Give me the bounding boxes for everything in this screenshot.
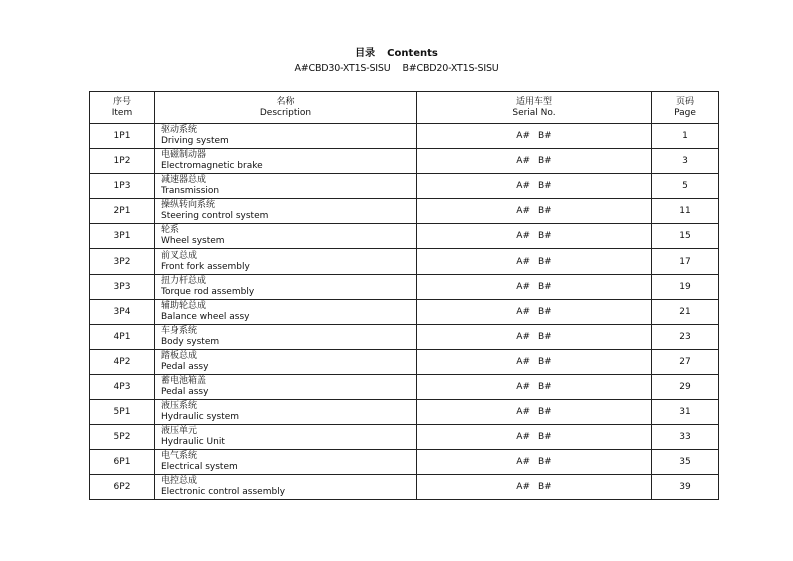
row-description: [155, 174, 417, 199]
row-item: 3P3: [90, 274, 155, 299]
row-description: [155, 124, 417, 149]
row-description-cn: 电控总成: [161, 476, 198, 487]
row-description-cn: 液压系统: [161, 401, 198, 412]
row-page: 21: [652, 299, 719, 324]
row-serial-a: A#: [516, 206, 530, 217]
row-description: [155, 224, 417, 249]
row-serial-a: A#: [516, 306, 530, 317]
row-description-en: Torque rod assembly: [161, 286, 255, 297]
row-page: 17: [652, 249, 719, 274]
row-description: [155, 475, 417, 500]
row-description-cn: 蓄电池箱盖: [161, 375, 207, 386]
row-description-en: Balance wheel assy: [161, 311, 250, 322]
row-serial-b: B#: [537, 306, 552, 317]
row-description: [155, 199, 417, 224]
row-description-cn: 前叉总成: [161, 250, 198, 261]
row-description: [155, 374, 417, 399]
row-serial-a: A#: [516, 181, 530, 192]
row-page: 3: [652, 149, 719, 174]
row-serial-a: A#: [516, 432, 530, 443]
row-description-en: Body system: [161, 336, 220, 347]
row-description: [155, 425, 417, 450]
row-page: 35: [652, 450, 719, 475]
row-serial-b: B#: [537, 482, 552, 493]
page-title: [0, 44, 793, 59]
row-description-cn: 车身系统: [161, 325, 198, 336]
row-page: 27: [652, 349, 719, 374]
row-serial-b: B#: [537, 356, 552, 367]
row-page: 39: [652, 475, 719, 500]
row-description-en: Pedal assy: [161, 361, 209, 372]
header-item-en: Item: [111, 107, 133, 118]
header-item-cn: 序号: [112, 96, 131, 107]
row-serial-b: B#: [537, 457, 552, 468]
row-serial-b: B#: [537, 206, 552, 217]
row-description-en: Pedal assy: [161, 386, 209, 397]
row-serial: [417, 299, 652, 324]
table-body: [90, 124, 719, 500]
row-serial-b: B#: [537, 331, 552, 342]
row-serial: [417, 149, 652, 174]
row-item: 1P1: [90, 124, 155, 149]
table-row: [90, 149, 719, 174]
row-description: [155, 324, 417, 349]
row-serial: [417, 425, 652, 450]
row-item: 6P2: [90, 475, 155, 500]
row-description: [155, 450, 417, 475]
row-page: 5: [652, 174, 719, 199]
row-serial: [417, 124, 652, 149]
row-serial-a: A#: [516, 381, 530, 392]
row-serial: [417, 174, 652, 199]
row-serial-b: B#: [537, 432, 552, 443]
row-page: 11: [652, 199, 719, 224]
row-description-cn: 踏板总成: [161, 350, 198, 361]
row-page: 29: [652, 374, 719, 399]
header-page: [652, 92, 719, 124]
row-description-en: Wheel system: [161, 236, 225, 247]
row-serial-a: A#: [516, 356, 530, 367]
row-serial-b: B#: [537, 407, 552, 418]
row-serial: [417, 199, 652, 224]
row-item: 6P1: [90, 450, 155, 475]
row-item: 4P1: [90, 324, 155, 349]
row-item: 5P1: [90, 400, 155, 425]
row-serial-b: B#: [537, 181, 552, 192]
table-row: [90, 174, 719, 199]
row-serial-b: B#: [537, 156, 552, 167]
row-serial-b: B#: [537, 131, 552, 142]
row-description-en: Hydraulic Unit: [161, 437, 225, 448]
row-page: 23: [652, 324, 719, 349]
header-serial-en: Serial No.: [512, 107, 556, 118]
contents-table: [89, 91, 719, 500]
table-header-row: [90, 92, 719, 124]
row-serial: [417, 224, 652, 249]
model-list: [0, 63, 793, 74]
row-serial: [417, 274, 652, 299]
row-description-cn: 减速器总成: [161, 175, 207, 186]
model-b: B#CBD20-XT1S-SISU: [402, 63, 499, 74]
row-serial-a: A#: [516, 281, 530, 292]
header-serial-cn: 适用车型: [515, 96, 552, 107]
row-description-en: Hydraulic system: [161, 412, 240, 423]
row-serial-b: B#: [537, 231, 552, 242]
row-serial-a: A#: [516, 482, 530, 493]
row-serial-a: A#: [516, 131, 530, 142]
row-description: [155, 274, 417, 299]
row-serial-b: B#: [537, 281, 552, 292]
row-item: 4P2: [90, 349, 155, 374]
title-cn: 目录: [355, 48, 376, 59]
table-row: [90, 274, 719, 299]
row-page: 15: [652, 224, 719, 249]
row-description-cn: 操纵转向系统: [161, 200, 216, 211]
table-row: [90, 425, 719, 450]
row-serial: [417, 349, 652, 374]
row-description-cn: 辅助轮总成: [161, 300, 207, 311]
title-en: Contents: [387, 48, 438, 59]
table-row: [90, 400, 719, 425]
row-serial-a: A#: [516, 457, 530, 468]
row-serial-a: A#: [516, 407, 530, 418]
row-description-cn: 驱动系统: [161, 125, 198, 136]
table-row: [90, 124, 719, 149]
row-description-cn: 轮系: [161, 225, 180, 236]
header-description-cn: 名称: [276, 96, 295, 107]
row-item: 3P2: [90, 249, 155, 274]
row-page: 31: [652, 400, 719, 425]
row-description-en: Electronic control assembly: [161, 487, 286, 498]
row-item: 1P2: [90, 149, 155, 174]
table-row: [90, 324, 719, 349]
header-description-en: Description: [259, 107, 312, 118]
row-serial-a: A#: [516, 256, 530, 267]
header-page-en: Page: [674, 107, 696, 118]
row-page: 33: [652, 425, 719, 450]
row-item: 4P3: [90, 374, 155, 399]
model-a: A#CBD30-XT1S-SISU: [294, 63, 391, 74]
row-description: [155, 349, 417, 374]
table-row: [90, 475, 719, 500]
row-description-cn: 液压单元: [161, 426, 198, 437]
row-description-en: Electrical system: [161, 462, 238, 473]
row-description-en: Steering control system: [161, 211, 269, 222]
row-item: 3P1: [90, 224, 155, 249]
row-description-cn: 电磁制动器: [161, 150, 207, 161]
table-row: [90, 199, 719, 224]
row-serial: [417, 450, 652, 475]
header-page-cn: 页码: [675, 96, 694, 107]
table-row: [90, 349, 719, 374]
table-row: [90, 374, 719, 399]
row-serial-a: A#: [516, 156, 530, 167]
row-description: [155, 400, 417, 425]
row-description-en: Driving system: [161, 136, 229, 147]
row-page: 19: [652, 274, 719, 299]
row-item: 1P3: [90, 174, 155, 199]
row-description: [155, 249, 417, 274]
row-serial: [417, 374, 652, 399]
row-item: 5P2: [90, 425, 155, 450]
row-serial: [417, 475, 652, 500]
row-description-en: Transmission: [161, 186, 220, 197]
table-row: [90, 450, 719, 475]
row-description-cn: 电气系统: [161, 451, 198, 462]
row-serial-a: A#: [516, 331, 530, 342]
row-description: [155, 149, 417, 174]
header-serial: [417, 92, 652, 124]
row-description: [155, 299, 417, 324]
row-description-cn: 扭力杆总成: [161, 275, 207, 286]
row-serial: [417, 249, 652, 274]
table-row: [90, 224, 719, 249]
table-row: [90, 249, 719, 274]
row-serial: [417, 324, 652, 349]
row-item: 3P4: [90, 299, 155, 324]
header-description: [155, 92, 417, 124]
row-serial-b: B#: [537, 256, 552, 267]
row-page: 1: [652, 124, 719, 149]
row-serial-a: A#: [516, 231, 530, 242]
row-serial-b: B#: [537, 381, 552, 392]
row-serial: [417, 400, 652, 425]
row-description-en: Front fork assembly: [161, 261, 250, 272]
table-row: [90, 299, 719, 324]
row-description-en: Electromagnetic brake: [161, 161, 263, 172]
row-item: 2P1: [90, 199, 155, 224]
header-item: [90, 92, 155, 124]
